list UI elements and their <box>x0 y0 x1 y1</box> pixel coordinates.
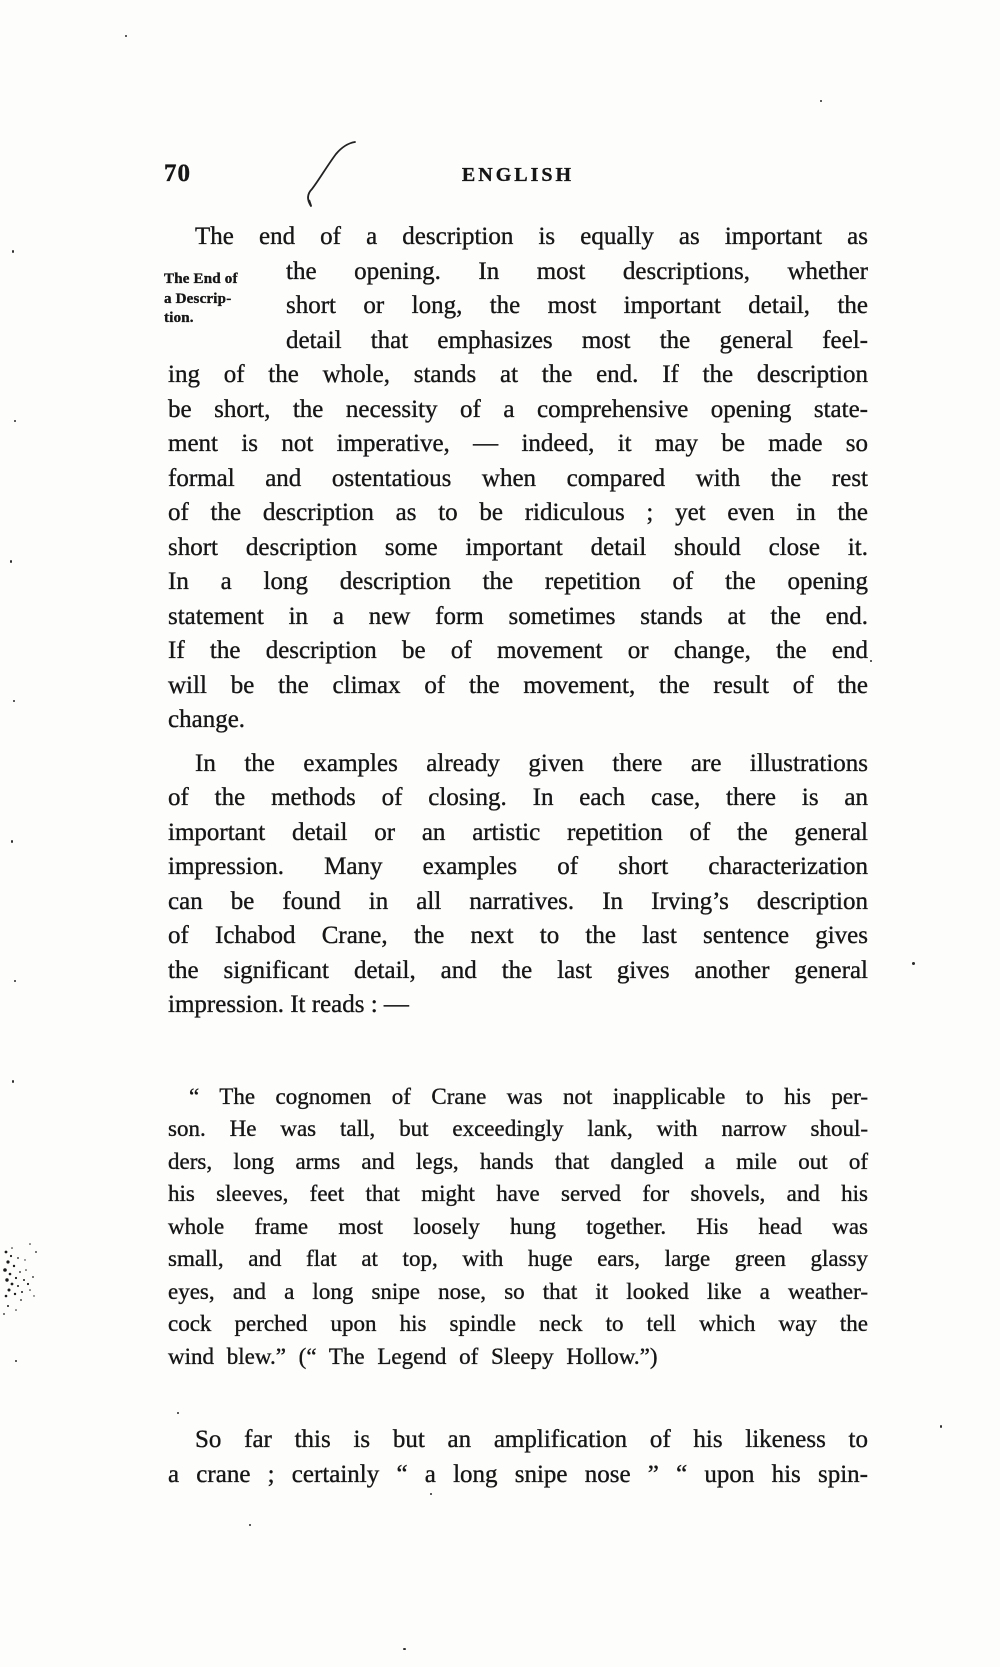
scan-speck <box>12 1080 14 1083</box>
body-line: ment is not imperative, — indeed, it may be made so <box>168 430 868 457</box>
scan-speck <box>940 1425 942 1428</box>
scan-speck <box>10 560 12 563</box>
body-line: impression. It reads : — <box>168 991 409 1018</box>
paragraph-examples-of-closing <box>168 747 868 1023</box>
margin-note-line: The End of <box>164 271 238 287</box>
body-line: So far this is but an amplification of his likeness to <box>195 1426 868 1453</box>
scan-speck <box>912 962 915 965</box>
body-line: The end of a description is equally as important as <box>195 223 868 250</box>
body-line: the significant detail, and the last gives another general <box>168 956 868 984</box>
page-number: 70 <box>164 160 191 187</box>
quote-line: small, and flat at top, with huge ears, large green glassy <box>168 1246 868 1271</box>
body-line: If the description be of movement or change, the end <box>168 637 868 664</box>
body-line: detail that emphasizes most the general feel- <box>286 326 868 354</box>
scan-speck <box>403 1648 406 1650</box>
running-header: ENGLISH <box>461 164 575 186</box>
body-line: be short, the necessity of a comprehensive opening state- <box>168 395 868 423</box>
body-line: can be found in all narratives. In Irving’s description <box>168 887 868 915</box>
body-line: short description some important detail should close it. <box>168 533 868 561</box>
quote-line: cock perched upon his spindle neck to tell which way the <box>168 1311 868 1336</box>
text-block <box>164 160 868 1492</box>
body-line: a crane ; certainly “ a long snipe nose ” “ upon his spin- <box>168 1460 868 1488</box>
scan-speck <box>14 980 16 982</box>
body-line: formal and ostentatious when compared with the rest <box>168 464 868 492</box>
quote-line: son. He was tall, but exceedingly lank, with narrow shoul- <box>168 1116 868 1141</box>
body-line: of the methods of closing. In each case, there is an <box>168 784 868 811</box>
quote-line: “ The cognomen of Crane was not inapplicable to his per- <box>189 1083 868 1109</box>
quote-line: whole frame most loosely hung together. His head was <box>168 1213 868 1239</box>
margin-note-line: a Descrip- <box>164 290 232 307</box>
body-line: impression. Many examples of short characterization <box>168 853 868 880</box>
page-header <box>164 160 868 194</box>
body-line: change. <box>168 706 246 733</box>
scan-speck <box>249 1524 251 1526</box>
body-line: In the examples already given there are illustrations <box>195 749 868 777</box>
body-line: will be the climax of the movement, the result of the <box>168 671 868 699</box>
body-line: the opening. In most descriptions, whether <box>286 257 868 285</box>
scan-speck <box>125 35 127 37</box>
margin-note-line: tion. <box>164 310 194 326</box>
scan-speck <box>14 420 16 422</box>
body-line: In a long description the repetition of the opening <box>168 568 868 595</box>
paragraph-end-of-description <box>168 220 868 738</box>
quote-line: wind blew.” (“ The Legend of Sleepy Hollow.”) <box>168 1343 658 1369</box>
scan-speck <box>820 100 822 102</box>
body-line: of the description as to be ridiculous ; yet even in the <box>168 499 868 526</box>
ink-smudge-artifact <box>0 1222 52 1322</box>
body-line: ing of the whole, stands at the end. If the description <box>168 361 868 388</box>
quote-line: eyes, and a long snipe nose, so that it looked like a weather- <box>168 1278 868 1304</box>
body-line: statement in a new form sometimes stands at the end. <box>168 602 868 630</box>
body-line: of Ichabod Crane, the next to the last sentence gives <box>168 922 868 949</box>
scan-speck <box>430 1493 432 1495</box>
block-quote-ichabod-crane <box>168 1081 868 1374</box>
body-line: important detail or an artistic repetition of the general <box>168 818 868 846</box>
scan-speck <box>15 1360 17 1362</box>
paragraph-amplification <box>168 1423 868 1492</box>
scan-speck <box>11 840 13 843</box>
scan-speck <box>870 660 872 662</box>
scan-speck <box>12 250 14 253</box>
quote-line: his sleeves, feet that might have served for shovels, and his <box>168 1181 868 1206</box>
scan-speck <box>13 700 15 702</box>
body-line: short or long, the most important detail, the <box>286 292 868 319</box>
quote-line: ders, long arms and legs, hands that dangled a mile out of <box>168 1148 868 1174</box>
